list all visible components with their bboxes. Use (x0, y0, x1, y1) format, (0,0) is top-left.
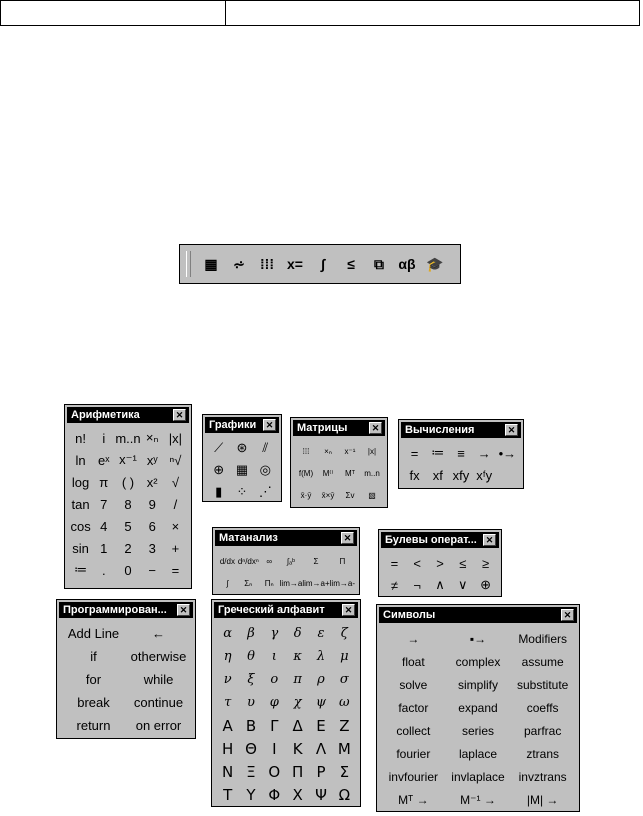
sym-button[interactable]: collect (396, 723, 431, 738)
sym-button[interactable]: Modifiers (518, 631, 567, 646)
arith-button[interactable]: x⁻¹ (119, 452, 137, 467)
greek-button[interactable]: Γ (270, 716, 279, 735)
greek-button[interactable]: γ (270, 626, 279, 641)
arith-button[interactable]: 8 (124, 496, 132, 512)
arith-button[interactable]: . (101, 562, 106, 578)
arith-button[interactable]: 7 (100, 496, 108, 512)
close-icon[interactable]: ✕ (341, 532, 354, 544)
palette-title-text: Вычисления (405, 424, 475, 436)
matrix-button[interactable]: ×ₙ (324, 446, 332, 456)
graphs-button[interactable]: ⟋ (214, 440, 224, 455)
greek-button[interactable]: π (293, 672, 302, 687)
bool-button[interactable]: ⊕ (480, 577, 492, 592)
greek-button[interactable]: Φ (268, 785, 281, 804)
calculus-palette (212, 527, 360, 595)
sym-button[interactable]: simplify (457, 677, 498, 692)
greek-button[interactable]: ψ (315, 695, 327, 710)
graphs-button[interactable]: ◎ (259, 462, 271, 477)
matrix-palette (290, 417, 388, 508)
greek-button[interactable]: ν (223, 672, 232, 687)
sym-button[interactable]: factor (398, 700, 429, 715)
greek-button[interactable]: ζ (340, 626, 348, 641)
palette-title-text: Графики (209, 419, 257, 431)
sym-button[interactable]: coeffs (526, 700, 559, 715)
eval-button[interactable]: xᶠy (476, 467, 493, 483)
calc-button[interactable]: ∫ₐᵇ (286, 556, 296, 566)
sym-button[interactable]: |M| → (526, 792, 559, 807)
close-icon[interactable]: ✕ (483, 534, 496, 546)
bool-button[interactable]: ∧ (435, 577, 445, 592)
prog-button[interactable]: ← (152, 626, 165, 641)
sym-button[interactable]: → (407, 631, 420, 646)
graphs-palette (202, 414, 282, 502)
greek-button[interactable]: Α (222, 716, 233, 735)
calc-button[interactable]: d/dx (219, 556, 235, 566)
greek-button[interactable]: Β (245, 716, 257, 735)
graphs-button[interactable]: ⫽ (262, 440, 269, 455)
greek-button[interactable]: β (247, 626, 255, 641)
matrix-button[interactable]: ⁞⁞⁞ (302, 446, 310, 456)
greek-button[interactable]: σ (339, 672, 349, 687)
close-icon[interactable]: ✕ (263, 419, 276, 431)
calc-button[interactable]: lim→a (279, 578, 303, 588)
calc-button[interactable]: ∞ (266, 556, 273, 566)
palette-title[interactable] (215, 530, 357, 546)
arith-button[interactable]: m..n (115, 430, 141, 446)
greek-button[interactable]: φ (269, 695, 279, 710)
close-icon[interactable]: ✕ (505, 424, 518, 436)
eval-button[interactable]: fx (409, 467, 420, 483)
greek-button[interactable]: Π (292, 762, 304, 781)
arith-button[interactable]: cos (70, 518, 91, 534)
bool-button[interactable]: ∨ (458, 577, 468, 592)
arith-button[interactable]: ( ) (121, 474, 135, 490)
matrix-button[interactable]: |x| (367, 446, 377, 456)
prog-button[interactable]: for (85, 672, 102, 687)
sym-button[interactable]: M⁻¹ → (460, 792, 496, 807)
arith-button[interactable]: i (102, 430, 106, 446)
arith-button[interactable]: 3 (148, 540, 156, 556)
table-cell (1, 1, 226, 25)
arith-button[interactable]: |x| (168, 430, 183, 446)
greek-button[interactable]: Λ (315, 739, 327, 758)
greek-button[interactable]: α (223, 626, 233, 641)
sym-button[interactable]: fourier (396, 746, 431, 761)
close-icon[interactable]: ✕ (173, 409, 186, 421)
calc-button[interactable]: lim→a+ (302, 578, 330, 588)
greek-button[interactable]: ξ (247, 672, 255, 687)
palette-title[interactable] (59, 602, 193, 618)
arith-button[interactable]: 2 (124, 540, 132, 556)
sym-button[interactable]: parfrac (523, 723, 562, 738)
greek-button[interactable]: κ (293, 649, 302, 664)
top-table (0, 0, 640, 26)
math-toolbar (179, 244, 461, 284)
arithmetic-palette (64, 404, 192, 589)
greek-button[interactable]: Ω (338, 785, 351, 804)
greek-button[interactable]: Τ (223, 785, 233, 804)
arith-button[interactable]: + (171, 540, 180, 556)
arith-button[interactable]: ⁿ√ (169, 452, 182, 468)
bool-button[interactable]: < (413, 555, 421, 571)
sym-button[interactable]: assume (521, 654, 564, 669)
bool-button[interactable]: > (436, 555, 444, 571)
greek-button[interactable]: Μ (337, 739, 351, 758)
palette-title[interactable] (381, 532, 499, 548)
eval-button[interactable]: ≡ (457, 445, 465, 461)
greek-button[interactable]: μ (340, 649, 349, 664)
greek-button[interactable]: λ (316, 649, 326, 664)
calculus-icon[interactable]: ∫ (321, 256, 325, 272)
prog-button[interactable]: while (143, 672, 174, 687)
graphs-button[interactable]: ⁘ (236, 484, 248, 499)
greek-button[interactable]: Χ (292, 785, 303, 804)
arith-button[interactable]: 5 (124, 518, 132, 534)
bool-button[interactable]: ¬ (413, 577, 421, 593)
calc-button[interactable]: ∫ (226, 578, 229, 588)
sym-button[interactable]: invlaplace (451, 769, 505, 784)
greek-button[interactable]: Η (222, 739, 234, 758)
matrix-button[interactable]: x̄·ȳ (300, 490, 312, 500)
eval-button[interactable]: = (410, 445, 419, 461)
arith-button[interactable]: 6 (148, 518, 156, 534)
greek-button[interactable]: ι (271, 649, 277, 664)
sym-button[interactable]: float (401, 654, 425, 669)
greek-button[interactable]: Ε (316, 716, 326, 735)
arith-button[interactable]: 9 (148, 496, 156, 512)
bool-button[interactable]: ≤ (459, 555, 467, 571)
prog-button[interactable]: on error (135, 718, 182, 733)
greek-button[interactable]: ρ (317, 672, 325, 687)
matrix-icon[interactable]: ⁞⁞⁞ (260, 256, 274, 272)
eval-button[interactable]: xf (432, 467, 443, 483)
greek-button[interactable]: Θ (245, 739, 257, 758)
bool-button[interactable]: ≥ (482, 555, 490, 571)
graphs-button[interactable]: ▦ (235, 462, 249, 477)
boolean-palette (378, 529, 502, 597)
palette-title[interactable] (67, 407, 189, 423)
greek-palette (211, 599, 361, 807)
arith-button[interactable]: xʸ (146, 452, 158, 468)
sym-button[interactable]: solve (399, 677, 428, 692)
arith-button[interactable]: π (99, 474, 109, 490)
arith-button[interactable]: = (171, 562, 180, 578)
calc-button[interactable]: Σ (313, 556, 319, 566)
prog-button[interactable]: return (76, 718, 111, 733)
sym-button[interactable]: ztrans (526, 746, 559, 761)
symbolic-palette (376, 604, 580, 812)
arith-button[interactable]: √ (171, 474, 179, 490)
evaluation-palette (398, 419, 524, 489)
sym-button[interactable]: laplace (458, 746, 497, 761)
bool-button[interactable]: ≠ (390, 577, 398, 593)
greek-button[interactable]: Σ (339, 762, 350, 781)
calculator-icon[interactable]: ▦ (204, 255, 218, 272)
greek-icon[interactable]: αβ (398, 256, 416, 272)
arith-button[interactable]: 0 (124, 562, 132, 578)
calc-button[interactable]: Πₙ (264, 578, 274, 588)
calc-button[interactable]: Π (339, 556, 346, 566)
palette-title-text: Греческий алфавит (218, 604, 325, 616)
arith-button[interactable]: 1 (100, 540, 108, 556)
matrix-button[interactable]: x̄×ȳ (321, 490, 335, 500)
sym-button[interactable]: complex (455, 654, 501, 669)
matrix-button[interactable]: ▧ (368, 490, 376, 500)
greek-button[interactable]: ο (270, 672, 279, 687)
greek-button[interactable]: Ι (272, 739, 277, 758)
palette-title-text: Программирован... (63, 604, 167, 616)
eval-button[interactable]: xfy (452, 467, 470, 483)
arith-button[interactable]: ≔ (74, 562, 88, 577)
arith-button[interactable]: × (171, 518, 180, 534)
palette-title-text: Матанализ (219, 532, 278, 544)
sym-button[interactable]: invztrans (518, 769, 567, 784)
boolean-icon[interactable]: ≤ (347, 256, 355, 272)
arith-button[interactable]: log (71, 474, 90, 490)
arith-button[interactable]: / (173, 496, 178, 512)
matrix-button[interactable]: x⁻¹ (344, 446, 356, 456)
arith-button[interactable]: n! (75, 430, 86, 446)
bool-button[interactable]: = (390, 555, 399, 571)
arith-button[interactable]: 4 (100, 518, 108, 534)
close-icon[interactable]: ✕ (177, 604, 190, 616)
matrix-button[interactable]: Σv (345, 490, 355, 500)
symbolic-icon[interactable]: 🎓 (426, 255, 444, 272)
graph-icon[interactable]: ⩫ (233, 255, 245, 272)
greek-button[interactable]: χ (293, 695, 302, 710)
programming-icon[interactable]: ⧉ (374, 255, 384, 272)
graphs-button[interactable]: ▮ (215, 484, 223, 499)
prog-button[interactable]: break (77, 695, 110, 710)
greek-button[interactable]: Ψ (315, 785, 327, 804)
eval-button[interactable]: → (477, 445, 491, 461)
palette-title[interactable] (214, 602, 358, 618)
arith-button[interactable]: ×ₙ (145, 430, 159, 445)
greek-button[interactable]: δ (293, 626, 302, 641)
sym-button[interactable]: series (461, 723, 494, 738)
prog-button[interactable]: continue (133, 695, 184, 710)
greek-button[interactable]: Ο (268, 762, 281, 781)
arith-button[interactable]: tan (71, 496, 90, 512)
toolbar-grip[interactable] (186, 251, 191, 277)
greek-button[interactable]: Ρ (316, 762, 326, 781)
greek-button[interactable]: ε (317, 626, 325, 641)
greek-button[interactable]: Ν (222, 762, 234, 781)
palette-title[interactable] (205, 417, 279, 433)
calc-button[interactable]: Σₙ (244, 578, 253, 588)
prog-button[interactable]: Add Line (67, 626, 120, 641)
matrix-button[interactable]: M⁽⁾ (322, 468, 334, 478)
arith-button[interactable]: x² (146, 474, 158, 490)
greek-button[interactable]: θ (247, 649, 255, 664)
programming-palette (56, 599, 196, 739)
matrix-button[interactable]: m..n (364, 468, 380, 478)
arith-button[interactable]: − (148, 562, 157, 578)
sym-button[interactable]: substitute (516, 677, 569, 692)
eval-button[interactable]: •→ (498, 445, 517, 461)
graphs-button[interactable]: ⊛ (236, 440, 248, 455)
calc-button[interactable]: dⁿ/dxⁿ (237, 556, 259, 566)
greek-button[interactable]: ω (339, 695, 350, 710)
sym-button[interactable]: invfourier (388, 769, 438, 784)
eval-button[interactable]: ≔ (431, 445, 445, 460)
close-icon[interactable]: ✕ (369, 422, 382, 434)
arith-button[interactable]: ln (75, 452, 86, 468)
evaluation-icon[interactable]: x= (287, 256, 303, 272)
sym-button[interactable]: expand (458, 700, 498, 715)
palette-title-text: Арифметика (71, 409, 140, 421)
matrix-button[interactable]: Mᵀ (344, 468, 356, 478)
greek-button[interactable]: Κ (292, 739, 303, 758)
greek-button[interactable]: Ξ (246, 762, 256, 781)
greek-button[interactable]: τ (224, 695, 232, 710)
greek-button[interactable]: Δ (292, 716, 303, 735)
graphs-button[interactable]: ⋰ (258, 484, 272, 499)
palette-title-text: Символы (383, 609, 436, 621)
greek-button[interactable]: Ζ (339, 716, 350, 735)
arith-button[interactable]: eˣ (98, 452, 110, 468)
prog-button[interactable]: otherwise (130, 649, 187, 664)
palette-title-text: Булевы операт... (385, 534, 477, 546)
palette-title-text: Матрицы (297, 422, 348, 434)
close-icon[interactable]: ✕ (342, 604, 355, 616)
sym-button[interactable]: ▪→ (469, 631, 487, 646)
greek-button[interactable]: Υ (246, 785, 256, 804)
close-icon[interactable]: ✕ (561, 609, 574, 621)
graphs-button[interactable]: ⊕ (213, 462, 225, 477)
palette-title[interactable] (401, 422, 521, 438)
arith-button[interactable]: sin (72, 540, 89, 556)
matrix-button[interactable]: f(M) (298, 468, 314, 478)
calc-button[interactable]: lim→a- (329, 578, 355, 588)
sym-button[interactable]: Mᵀ → (398, 792, 429, 807)
greek-button[interactable]: η (223, 649, 232, 664)
palette-title[interactable] (379, 607, 577, 623)
prog-button[interactable]: if (90, 649, 97, 664)
greek-button[interactable]: υ (247, 695, 255, 710)
palette-title[interactable] (293, 420, 385, 436)
